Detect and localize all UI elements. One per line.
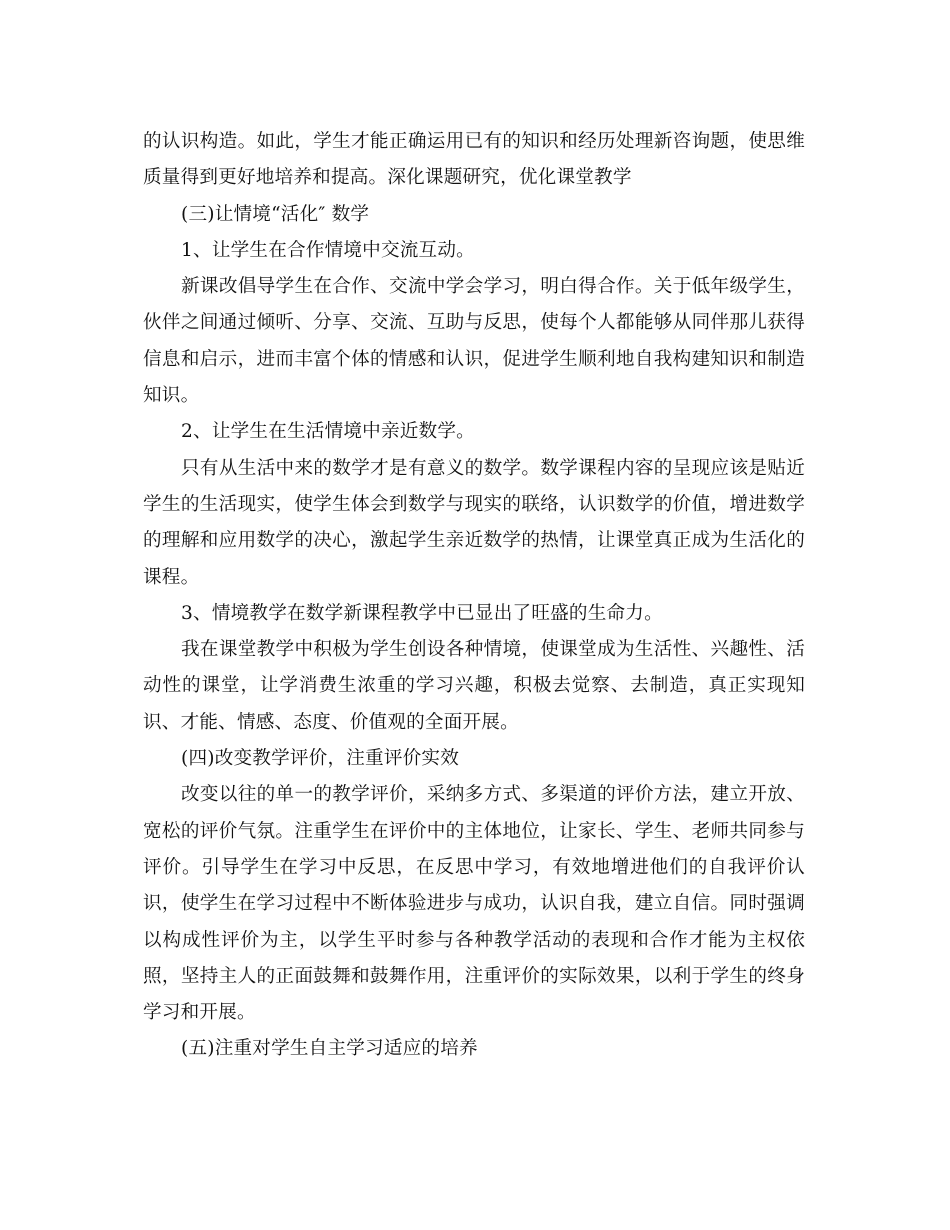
subheading-3: 3、情境教学在数学新课程教学中已显出了旺盛的生命力。 <box>181 602 663 624</box>
section-heading-4: (四)改变教学评价，注重评价实效 <box>181 748 460 770</box>
subheading-1: 1、让学生在合作情境中交流互动。 <box>181 239 475 261</box>
paragraph-continuation: 的认识构造。如此，学生才能正确运用已有的知识和经历处理新咨询题，使思维质量得到更好地培养和提高。深化课题研究，优化课堂教学 <box>143 131 805 189</box>
subheading-2: 2、让学生在生活情境中亲近数学。 <box>181 421 475 443</box>
section-heading-5: (五)注重对学生自主学习适应的培养 <box>181 1038 478 1060</box>
paragraph-situational-teaching: 我在课堂教学中积极为学生创设各种情境，使课堂成为生活性、兴趣性、活动性的课堂，让学消费生浓重的学习兴趣，积极去觉察、去制造，真正实现知识、才能、情感、态度、价值观的全面开展。 <box>143 639 805 733</box>
document-body <box>143 124 805 1068</box>
paragraph-life-math: 只有从生活中来的数学才是有意义的数学。数学课程内容的呈现应该是贴近学生的生活现实，使学生体会到数学与现实的联络，认识数学的价值，增进数学的理解和应用数学的决心，激起学生亲近数学的热情，让课堂真正成为生活化的课程。 <box>143 457 805 588</box>
paragraph-cooperation: 新课改倡导学生在合作、交流中学会学习，明白得合作。关于低年级学生，伙伴之间通过倾听、分享、交流、互助与反思，使每个人都能够从同伴那儿获得信息和启示，进而丰富个体的情感和认识，促进学生顺利地自我构建知识和制造知识。 <box>143 276 805 407</box>
section-heading-3: (三)让情境“活化″ 数学 <box>181 203 370 225</box>
paragraph-evaluation: 改变以往的单一的教学评价，采纳多方式、多渠道的评价方法，建立开放、宽松的评价气氛。注重学生在评价中的主体地位，让家长、学生、老师共同参与评价。引导学生在学习中反思，在反思中学习，有效地增进他们的自我评价认识，使学生在学习过程中不断体验进步与成功，认识自我，建立自信。同时强调以构成性评价为主，以学生平时参与各种教学活动的表现和合作才能为主权依照，坚持主人的正面鼓舞和鼓舞作用，注重评价的实际效果，以利于学生的终身学习和开展。 <box>143 784 805 1024</box>
